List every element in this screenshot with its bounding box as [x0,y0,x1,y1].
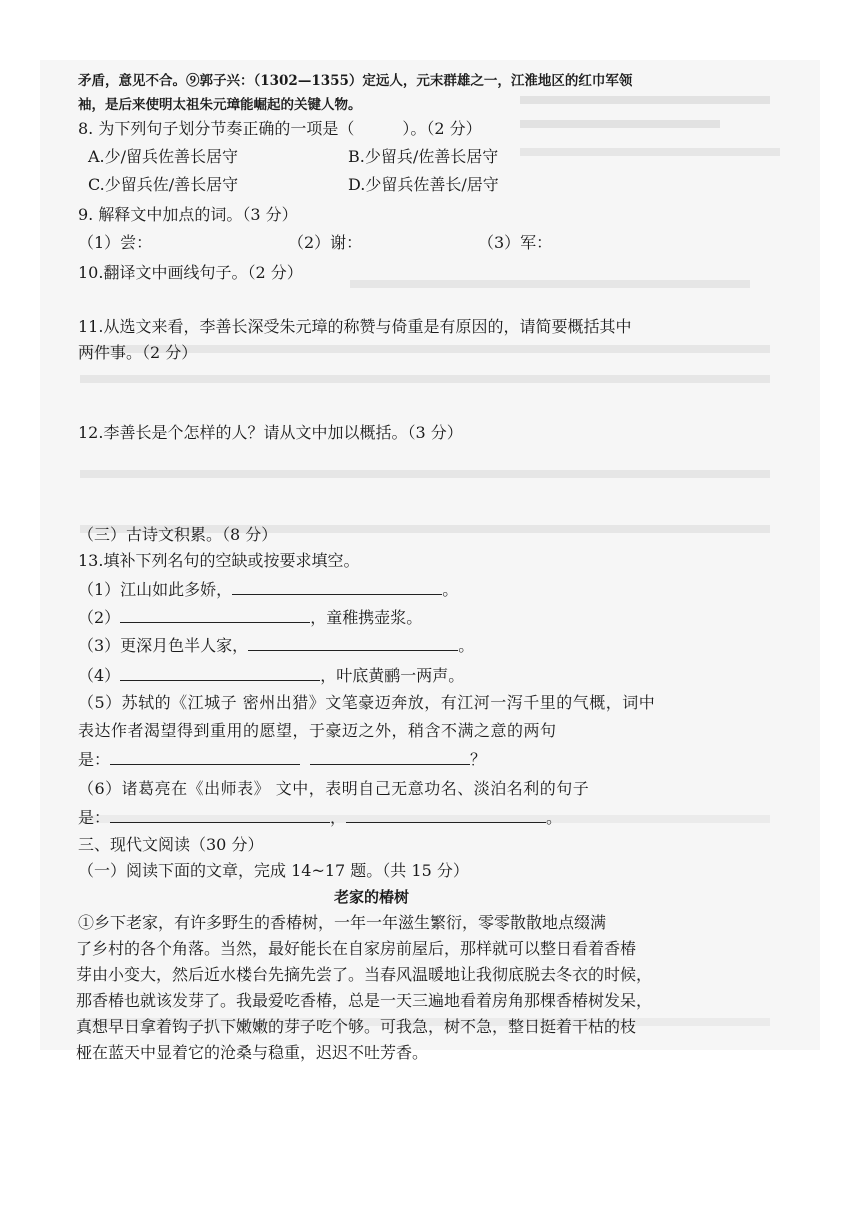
fill-prefix: 是： [78,750,111,769]
option-d: D.少留兵佐善长/居守 [348,175,499,194]
question-11-line: 两件事。（2 分） [78,343,198,362]
option-b: B.少留兵/佐善长居守 [348,147,499,166]
question-12: 12.李善长是个怎样的人？请从文中加以概括。（3 分） [78,423,463,442]
fill-item-4 [78,664,464,687]
bleed-through-mark [350,280,750,288]
answer-blank[interactable] [346,806,546,823]
answer-blank[interactable] [110,748,300,765]
article-line: 芽由小变大，然后近水楼台先摘先尝了。当春风温暖地让我彻底脱去冬衣的时候， [76,965,653,984]
fill-suffix: 。 [458,636,475,655]
fill-separator: ， [330,808,347,827]
bleed-through-mark [80,375,770,383]
fill-item-5-line: （5）苏轼的《江城子 密州出猎》文笔豪迈奔放，有江河一泻千里的气概，词中 [78,693,656,712]
fill-item-3 [78,634,474,657]
bleed-through-mark [520,96,770,104]
annotation-line: 袖，是后来使明太祖朱元璋能崛起的关键人物。 [78,97,362,113]
annotation-line: 矛盾，意见不合。⑨郭子兴：（1302—1355）定远人，元末群雄之一，江淮地区的红巾军领 [78,73,633,89]
fill-suffix: 。 [442,580,459,599]
fill-item-6-line: （6）诸葛亮在《出师表》 文中，表明自己无意功名、淡泊名利的句子 [78,779,590,798]
fill-prefix: （2） [78,608,121,627]
part-subheading: （一）阅读下面的文章，完成 14~17 题。（共 15 分） [78,861,469,880]
question-9-item: （3）军： [478,233,553,252]
fill-prefix: （3）更深月色半人家， [78,636,249,655]
fill-prefix: （4） [78,666,121,685]
fill-item-6-answer [78,806,562,829]
option-a: A.少/留兵佐善长居守 [88,147,239,166]
section-heading: （三）古诗文积累。（8 分） [78,525,278,544]
question-10: 10.翻译文中画线句子。（2 分） [78,263,303,282]
bleed-through-mark [520,120,720,128]
question-8-stem: 8. 为下列句子划分节奏正确的一项是（ ）。（2 分） [78,119,482,138]
fill-item-2 [78,606,422,629]
answer-blank[interactable] [310,748,470,765]
fill-suffix: 。 [546,808,563,827]
option-c: C.少留兵佐/善长居守 [88,175,239,194]
fill-suffix: ，童稚携壶浆。 [310,608,423,627]
fill-item-5-answer [78,748,486,771]
article-line: 了乡村的各个角落。当然，最好能长在自家房前屋后，那样就可以整日看着香椿 [76,939,637,958]
question-9-stem: 9. 解释文中加点的词。（3 分） [78,205,298,224]
fill-prefix: （1）江山如此多娇， [78,580,233,599]
bleed-through-mark [520,148,780,156]
fill-suffix: ，叶底黄鹂一两声。 [320,666,465,685]
answer-blank[interactable] [232,578,442,595]
fill-prefix: 是： [78,808,111,827]
question-13-stem: 13.填补下列名句的空缺或按要求填空。 [78,551,360,570]
fill-suffix: ？ [470,750,487,769]
question-11-line: 11.从选文来看，李善长深受朱元璋的称赞与倚重是有原因的，请简要概括其中 [78,317,632,336]
article-title: 老家的椿树 [334,888,410,906]
article-line: ①乡下老家，有许多野生的香椿树，一年一年滋生繁衍，零零散散地点缀满 [78,913,607,932]
fill-item-5-line: 表达作者渴望得到重用的愿望，于豪迈之外，稍含不满之意的两句 [78,721,557,740]
question-9-item: （2）谢： [288,233,363,252]
fill-item-1 [78,578,458,601]
answer-blank[interactable] [248,634,458,651]
article-line: 真想早日拿着钩子扒下嫩嫩的芽子吃个够。可我急，树不急，整日挺着干枯的枝 [76,1017,637,1036]
article-line: 那香椿也就该发芽了。我最爱吃香椿，总是一天三遍地看着房角那棵香椿树发呆， [76,991,653,1010]
article-line: 桠在蓝天中显着它的沧桑与稳重，迟迟不吐芳香。 [76,1043,429,1062]
answer-blank[interactable] [110,806,330,823]
question-9-item: （1）尝： [78,233,153,252]
part-heading: 三、现代文阅读（30 分） [78,835,264,854]
answer-blank[interactable] [120,664,320,681]
bleed-through-mark [80,470,770,478]
answer-blank[interactable] [120,606,310,623]
